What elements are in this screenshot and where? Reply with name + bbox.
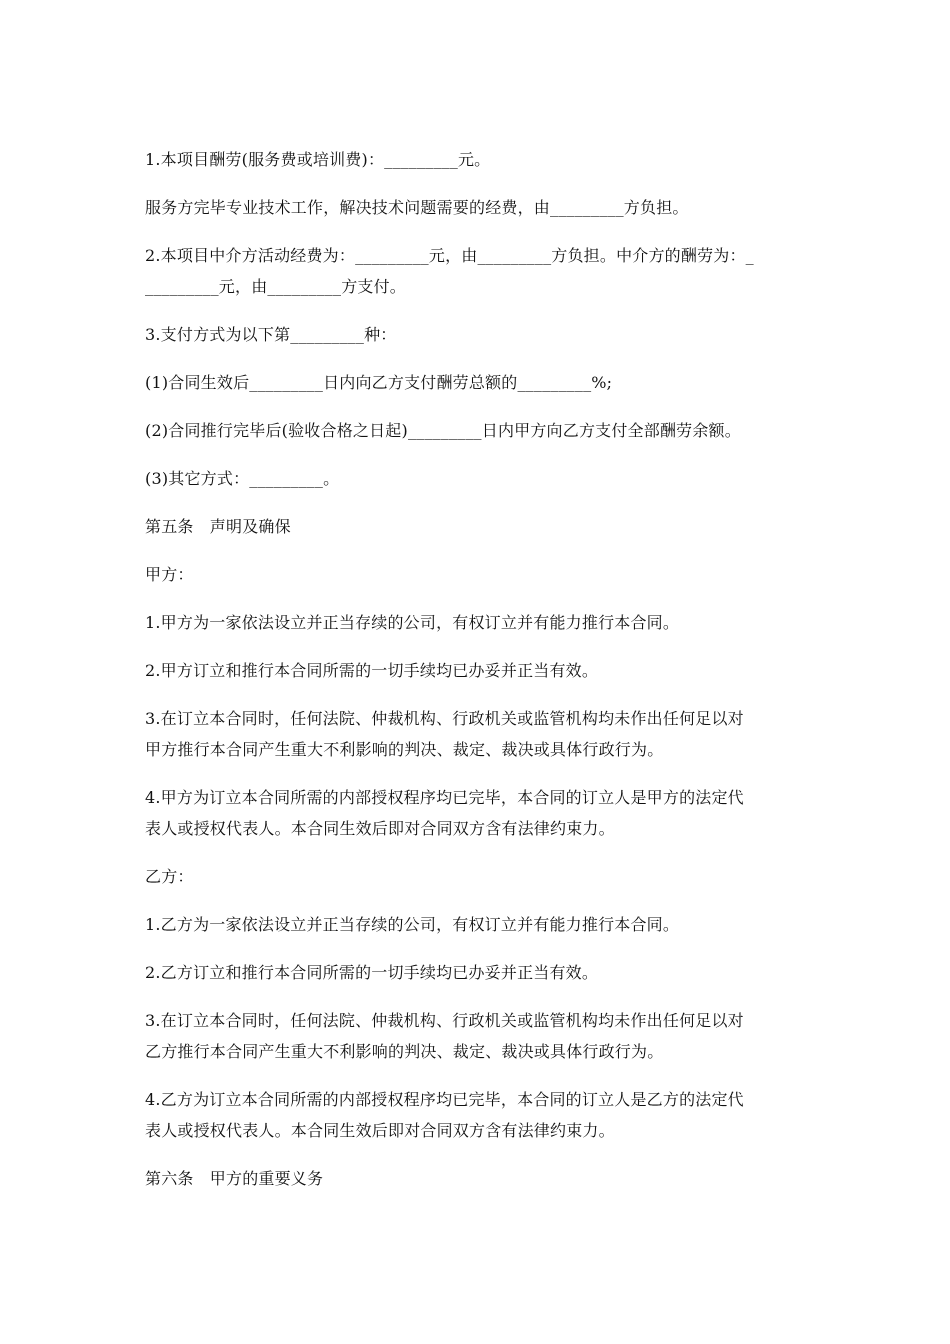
party-a-item-4: 4.甲方为订立本合同所需的内部授权程序均已完毕，本合同的订立人是甲方的法定代 表人或授权代表人。本合同生效后即对合同双方含有法律约束力。 bbox=[145, 788, 744, 838]
party-b-item-4: 4.乙方为订立本合同所需的内部授权程序均已完毕，本合同的订立人是乙方的法定代 表人或授权代表人。本合同生效后即对合同双方含有法律约束力。 bbox=[145, 1090, 744, 1140]
payment-option-1: (1)合同生效后_________日内向乙方支付酬劳总额的_________%; bbox=[145, 373, 613, 392]
clause-intermediary-fee: 2.本项目中介方活动经费为：_________元，由_________方负担。中介方的酬劳为：_ _________元，由_________方支付。 bbox=[145, 246, 754, 296]
party-a-item-3: 3.在订立本合同时，任何法院、仲裁机构、行政机关或监管机构均未作出任何足以对 甲方推行本合同产生重大不利影响的判决、裁定、裁决或具体行政行为。 bbox=[145, 709, 744, 759]
party-b-item-1: 1.乙方为一家依法设立并正当存续的公司，有权订立并有能力推行本合同。 bbox=[145, 915, 680, 934]
article-5-heading: 第五条 声明及确保 bbox=[145, 517, 291, 536]
payment-option-3: (3)其它方式：_________。 bbox=[145, 469, 340, 488]
party-a-item-1: 1.甲方为一家依法设立并正当存续的公司，有权订立并有能力推行本合同。 bbox=[145, 613, 680, 632]
clause-payment-method: 3.支付方式为以下第_________种： bbox=[145, 325, 397, 344]
article-6-heading: 第六条 甲方的重要义务 bbox=[145, 1169, 324, 1188]
party-b-label: 乙方： bbox=[145, 867, 194, 886]
clause-fee: 1.本项目酬劳(服务费或培训费)：_________元。 bbox=[145, 150, 491, 169]
document-body bbox=[145, 144, 805, 1211]
party-a-label: 甲方： bbox=[145, 565, 194, 584]
clause-technical-expense: 服务方完毕专业技术工作，解决技术问题需要的经费，由_________方负担。 bbox=[145, 198, 689, 217]
payment-option-2: (2)合同推行完毕后(验收合格之日起)_________日内甲方向乙方支付全部酬劳余额。 bbox=[145, 421, 741, 440]
party-b-item-3: 3.在订立本合同时，任何法院、仲裁机构、行政机关或监管机构均未作出任何足以对 乙方推行本合同产生重大不利影响的判决、裁定、裁决或具体行政行为。 bbox=[145, 1011, 744, 1061]
party-b-item-2: 2.乙方订立和推行本合同所需的一切手续均已办妥并正当有效。 bbox=[145, 963, 599, 982]
party-a-item-2: 2.甲方订立和推行本合同所需的一切手续均已办妥并正当有效。 bbox=[145, 661, 599, 680]
